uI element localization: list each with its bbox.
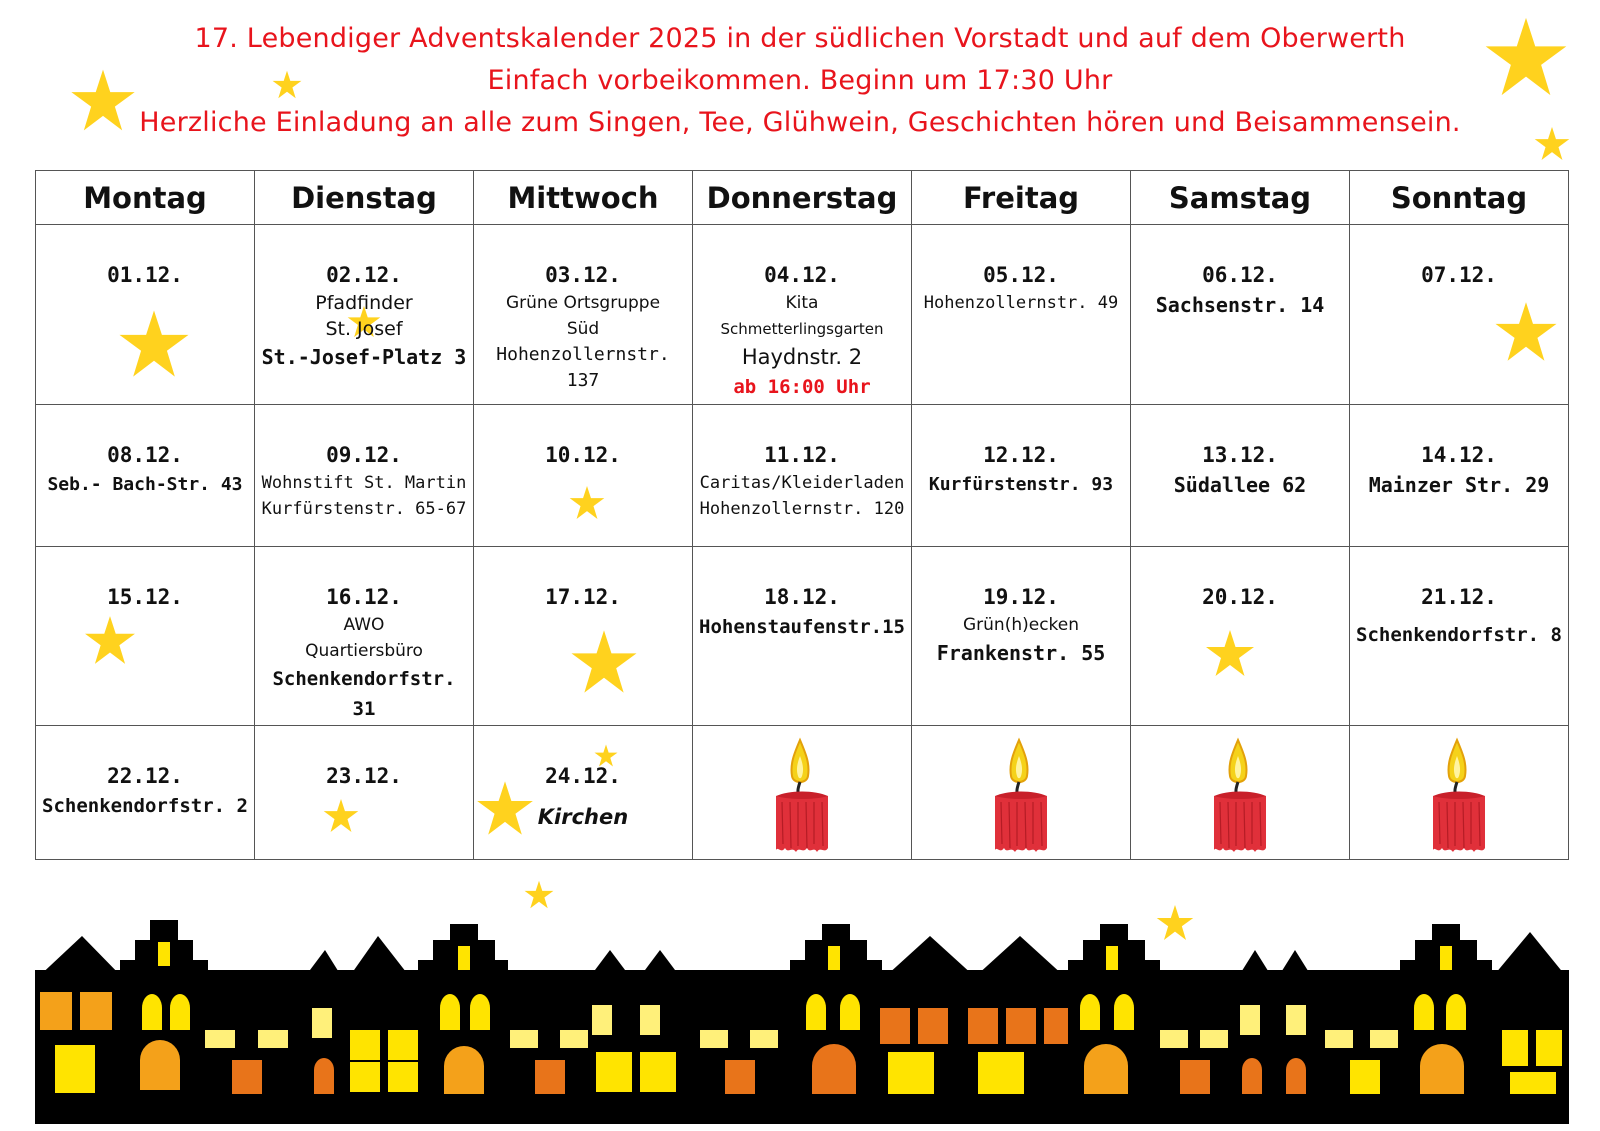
week-row: [36, 726, 1569, 860]
address: Seb.- Bach-Str. 43: [47, 474, 243, 495]
day-date: 14.12.: [1421, 443, 1497, 467]
day-cell: [36, 726, 255, 860]
candle-icon: [1208, 736, 1272, 856]
candle-icon: [1427, 736, 1491, 856]
candle-cell: [912, 726, 1131, 860]
day-date: 10.12.: [545, 443, 621, 467]
day-cell: [1131, 225, 1350, 405]
address: Schenkendorfstr. 2: [42, 795, 248, 817]
day-date: 06.12.: [1202, 263, 1278, 287]
star-icon: [1484, 16, 1568, 97]
host-line: Caritas/Kleiderladen: [699, 473, 905, 493]
star-icon: [118, 309, 190, 378]
weekday-header: Mittwoch: [474, 171, 693, 225]
star-icon: [570, 629, 638, 694]
day-date: 16.12.: [326, 585, 402, 609]
address: Haydnstr. 2: [741, 345, 863, 369]
day-date: 18.12.: [764, 585, 840, 609]
star-icon: [476, 780, 534, 836]
day-cell: [912, 547, 1131, 726]
candle-cell: [1350, 726, 1569, 860]
day-date: 23.12.: [326, 764, 402, 788]
week-row: [36, 547, 1569, 726]
weekday-header: Sonntag: [1350, 171, 1569, 225]
host-line: AWO: [343, 615, 385, 635]
day-date: 08.12.: [107, 443, 183, 467]
host-line: St. Josef: [325, 318, 403, 340]
address: Schenkendorfstr. 8: [1356, 624, 1562, 646]
day-date: 20.12.: [1202, 585, 1278, 609]
calendar-table: [35, 170, 1569, 860]
weekday-header: Dienstag: [255, 171, 474, 225]
day-cell: [693, 547, 912, 726]
address: Schenkendorfstr. 31: [272, 668, 456, 720]
star-icon: [272, 70, 302, 99]
star-icon: [1494, 301, 1558, 362]
star-icon: [323, 798, 359, 833]
day-cell: [474, 726, 693, 860]
address: Hohenzollernstr. 49: [923, 293, 1119, 313]
invitation-line: Herzliche Einladung an alle zum Singen, Tee, Glühwein, Geschichten hören und Beisammensein.: [139, 107, 1461, 138]
subtitle-line: Einfach vorbeikommen. Beginn um 17:30 Uhr: [487, 65, 1113, 96]
day-cell: [36, 547, 255, 726]
day-date: 02.12.: [326, 263, 402, 287]
day-cell: [1350, 547, 1569, 726]
address: Sachsenstr. 14: [1155, 293, 1325, 317]
week-row: [36, 405, 1569, 547]
week-row: [36, 225, 1569, 405]
star-icon: [70, 68, 136, 132]
day-cell: [255, 547, 474, 726]
day-date: 15.12.: [107, 585, 183, 609]
star-icon: [569, 485, 605, 520]
weekday-header: Freitag: [912, 171, 1131, 225]
day-cell: [912, 405, 1131, 547]
host-line: Süd: [566, 319, 600, 339]
weekday-header: Samstag: [1131, 171, 1350, 225]
day-cell: [1131, 547, 1350, 726]
day-date: 07.12.: [1421, 263, 1497, 287]
day-cell: [36, 405, 255, 547]
weekday-header: Donnerstag: [693, 171, 912, 225]
day-cell: [693, 225, 912, 405]
start-time-note: ab 16:00 Uhr: [733, 376, 871, 398]
candle-icon: [989, 736, 1053, 856]
location-note: Kirchen: [537, 805, 629, 829]
address: Hohenzollernstr. 137: [496, 344, 670, 391]
day-cell: [474, 225, 693, 405]
day-date: 04.12.: [764, 263, 840, 287]
header: [0, 18, 1600, 144]
host-line: Pfadfinder: [315, 292, 413, 314]
day-cell: [255, 726, 474, 860]
day-cell: [912, 225, 1131, 405]
day-cell: [1350, 225, 1569, 405]
day-cell: [1350, 405, 1569, 547]
day-date: 01.12.: [107, 263, 183, 287]
day-date: 24.12.: [545, 764, 621, 788]
day-cell: [474, 547, 693, 726]
day-cell: [36, 225, 255, 405]
town-silhouette-image: [0, 880, 1600, 1131]
address: Südallee 62: [1173, 473, 1307, 497]
host-line: Grün(h)ecken: [962, 615, 1080, 635]
host-line: Wohnstift St. Martin: [261, 473, 467, 493]
weekday-header-row: [36, 171, 1569, 225]
host-line: Grüne Ortsgruppe: [505, 293, 661, 313]
day-date: 21.12.: [1421, 585, 1497, 609]
address: Hohenzollernstr. 120: [699, 499, 905, 519]
day-cell: [255, 405, 474, 547]
day-date: 03.12.: [545, 263, 621, 287]
star-icon: [594, 744, 618, 767]
day-date: 11.12.: [764, 443, 840, 467]
day-date: 19.12.: [983, 585, 1059, 609]
day-cell: [693, 405, 912, 547]
candle-cell: [1131, 726, 1350, 860]
day-cell: [1131, 405, 1350, 547]
address: Kurfürstenstr. 65-67: [261, 499, 467, 519]
address: Kurfürstenstr. 93: [928, 474, 1114, 495]
host-line: Quartiersbüro: [305, 641, 423, 661]
day-date: 22.12.: [107, 764, 183, 788]
star-icon: [1205, 629, 1255, 677]
candle-cell: [693, 726, 912, 860]
host-line: Kita: [785, 293, 819, 313]
host-line: Schmetterlingsgarten: [720, 320, 884, 338]
title-line: 17. Lebendiger Adventskalender 2025 in der südlichen Vorstadt und auf dem Oberwerth: [194, 23, 1406, 54]
day-date: 17.12.: [545, 585, 621, 609]
weekday-header: Montag: [36, 171, 255, 225]
day-cell: [255, 225, 474, 405]
day-date: 09.12.: [326, 443, 402, 467]
star-icon: [1534, 126, 1570, 161]
address: Frankenstr. 55: [936, 641, 1106, 665]
day-date: 13.12.: [1202, 443, 1278, 467]
candle-icon: [770, 736, 834, 856]
address: Hohenstaufenstr.15: [699, 616, 905, 638]
day-date: 05.12.: [983, 263, 1059, 287]
star-icon: [84, 615, 136, 665]
day-cell: [474, 405, 693, 547]
day-date: 12.12.: [983, 443, 1059, 467]
address: St.-Josef-Platz 3: [261, 345, 467, 369]
address: Mainzer Str. 29: [1368, 473, 1550, 497]
